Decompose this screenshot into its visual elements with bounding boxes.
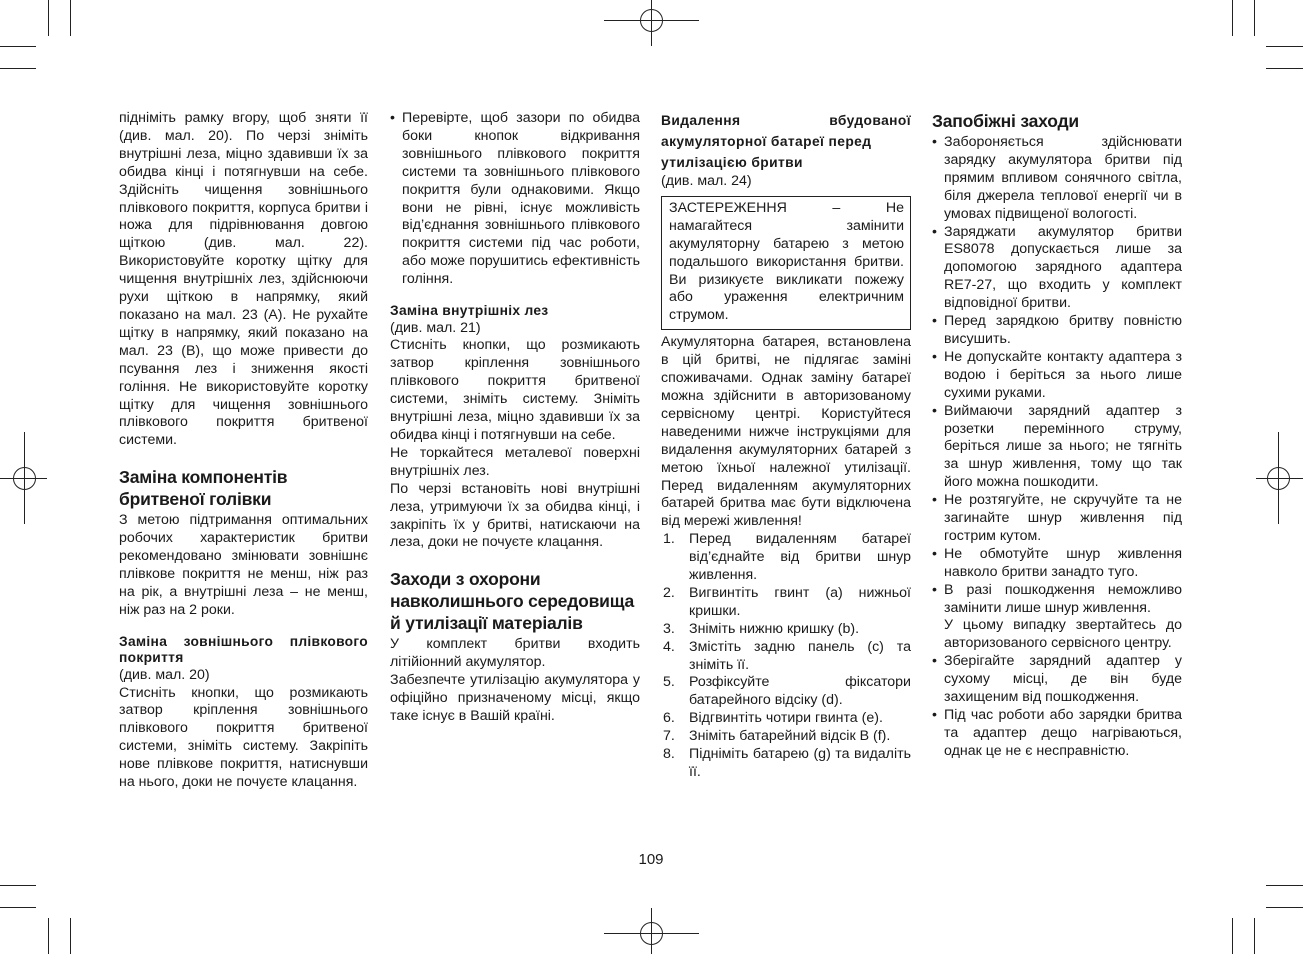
bullet-icon: • xyxy=(932,545,937,562)
bullet-icon: • xyxy=(932,653,937,670)
paragraph-battery-info: Акумуляторна батарея, встановлена в цій бритві, не підлягає заміні споживачами. Однак заміну батареї можна здійснити в авторизованому сервісному центрі. Користуйтеся наведеними нижче інструкціями для видалення акумуляторних батарей з метою їхньої належної утилізації. Перед видаленням акумуляторних батарей бритва має бути відключена від мережі живлення! xyxy=(661,334,911,530)
heading-battery-removal-cont: утилізацією бритви xyxy=(661,155,803,170)
warning-text: ЗАСТЕРЕЖЕННЯ – Не намагайтеся замінити акумуляторну батарею з метою подальшого використання бритви. Ви ризикуєте викликати пожежу або ураження електричним струмом. xyxy=(669,199,904,324)
step-number: 5. xyxy=(663,674,675,691)
list-item xyxy=(932,224,1182,314)
list-item xyxy=(932,349,1182,403)
heading-precautions: Запобіжні заходи xyxy=(932,111,1079,131)
list-item xyxy=(661,674,911,710)
list-item xyxy=(661,621,911,639)
bullet-text: Не розтягуйте, не скручуйте та не загинайте шнур живлення під гострим кутом. xyxy=(944,492,1182,544)
step-text: Зніміть батарейний відсік B (f). xyxy=(689,728,891,745)
paragraph-battery-included: У комплект бритви входить літійіонний акумулятор. xyxy=(390,636,640,671)
bullet-text: Під час роботи або зарядки бритва та адаптер дещо нагріваються, однак це не є несправністю. xyxy=(944,707,1182,759)
step-number: 4. xyxy=(663,638,675,655)
bullet-icon: • xyxy=(932,223,937,240)
list-item xyxy=(661,746,911,782)
paragraph-outer-foil: Стисніть кнопки, що розмикають затвор кріплення зовнішнього плівкового покриття бритвеної системи, зніміть систему. Закріпіть нове плівкове покриття, натиснувши на нього, доки не почуєте клацання. xyxy=(119,684,368,791)
warning-box xyxy=(661,196,911,330)
heading-battery-removal: Видалення вбудованої акумуляторної батареї перед xyxy=(661,113,911,149)
list-item xyxy=(932,582,1182,618)
step-text: Зніміть нижню кришку (b). xyxy=(689,620,860,637)
figure-reference: (див. мал. 20) xyxy=(119,666,210,683)
list-item xyxy=(661,710,911,728)
column-2 xyxy=(390,110,640,726)
bullet-icon: • xyxy=(932,581,937,598)
paragraph-cleaning: підніміть рамку вгору, щоб зняти її (див. мал. 20). По черзі зніміть внутрішні леза, міцно здавивши їх за обидва кінці і потягнувши на себе. Здійсніть чищення зовнішнього плівкового покриття, корпуса бритви і ножа для підрівнювання довгою щіткою (див. мал. 22). Використовуйте коротку щітку для чищення внутрішніх лез, здійснюючи рухи щіткою в напрямку, який показано на мал. 23 (A). Не рухайте щітку в напрямку, який показано на мал. 23 (B), що може привести до псування лез і зниження якості гоління. Не використовуйте коротку щітку для чищення зовнішнього плівкового покриття бритвеної системи. xyxy=(119,110,368,449)
heading-replace-inner-blades: Заміна внутрішніх лез xyxy=(390,303,549,319)
step-number: 3. xyxy=(663,620,675,637)
list-item xyxy=(932,134,1182,224)
removal-steps-list xyxy=(661,531,911,782)
bullet-icon: • xyxy=(932,707,937,723)
bullet-icon: • xyxy=(932,313,937,330)
step-text: Підніміть батарею (g) та видаліть її. xyxy=(689,746,911,780)
heading-environment: Заходи з охорони навколишнього середовища й утилізації матеріалів xyxy=(390,569,635,634)
list-item xyxy=(932,546,1182,582)
bullet-icon: • xyxy=(932,348,937,365)
paragraph-disposal: Забезпечте утилізацію акумулятора у офіційно призначеному місці, якщо таке існує в Вашій країні. xyxy=(390,672,640,724)
precautions-list xyxy=(932,134,1182,617)
heading-replace-components: Заміна компонентів бритвеної голівки xyxy=(119,467,288,510)
step-number: 1. xyxy=(663,531,675,548)
bullet-list-check xyxy=(390,110,640,289)
bullet-icon: • xyxy=(932,402,937,419)
paragraph-service-note: У цьому випадку звертайтесь до авторизованого сервісного центру. xyxy=(944,617,1182,652)
step-number: 7. xyxy=(663,728,675,745)
column-3 xyxy=(661,110,911,782)
step-number: 8. xyxy=(663,746,675,763)
list-item xyxy=(661,639,911,675)
step-text: Відгвинтіть чотири гвинта (e). xyxy=(689,710,883,727)
step-text: Вигвинтіть гвинт (a) нижньої кришки. xyxy=(689,584,911,619)
bullet-text: Забороняється здійснювати зарядку акумулятора бритви під прямим впливом сонячного світла, біля джерела теплової енергії чи в умовах підвищеної вологості. xyxy=(944,134,1182,222)
heading-replace-outer-foil: Заміна зовнішнього плівкового покриття xyxy=(119,633,368,666)
list-item xyxy=(932,313,1182,349)
step-text: Змістіть задню панель (c) та зніміть її. xyxy=(689,638,911,673)
list-item xyxy=(932,653,1182,707)
bullet-text: Зберігайте зарядний адаптер у сухому місці, де він буде захищеним від пошкодження. xyxy=(944,653,1182,706)
precautions-list-2 xyxy=(932,653,1182,760)
paragraph-do-not-touch: Не торкайтеся металевої поверхні внутрішніх лез. xyxy=(390,444,640,479)
column-1 xyxy=(119,110,368,792)
list-item xyxy=(932,492,1182,546)
figure-reference: (див. мал. 24) xyxy=(661,173,752,189)
list-item: • Перевірте, щоб зазори по обидва боки кнопок відкривання зовнішнього плівкового покриття системи та зовнішнього плівкового покриття були однаковими. Якщо вони не рівні, існує можливість від’єднання зовнішнього плівкового покриття системи під час роботи, або може порушитись ефективність гоління. xyxy=(390,110,640,288)
list-item xyxy=(932,707,1182,761)
bullet-text: Не обмотуйте шнур живлення навколо бритви занадто туго. xyxy=(944,545,1182,580)
bullet-icon: • xyxy=(390,110,395,126)
bullet-icon: • xyxy=(932,492,937,509)
step-number: 2. xyxy=(663,584,675,601)
page-number: 109 xyxy=(638,851,664,868)
figure-reference: (див. мал. 21) xyxy=(390,319,481,336)
list-item xyxy=(932,403,1182,493)
step-number: 6. xyxy=(663,710,675,727)
paragraph-inner-blades: Стисніть кнопки, що розмикають затвор кріплення зовнішнього плівкового покриття бритвеної системи, зніміть систему. Зніміть внутрішні леза, міцно здавивши їх за обидва кінці і потягнувши на себе. xyxy=(390,337,640,443)
bullet-text: В разі пошкодження неможливо замінити лише шнур живлення. xyxy=(944,581,1182,616)
paragraph-replacement-interval: З метою підтримання оптимальних робочих характеристик бритви рекомендовано змінювати зовнішнє плівкове покриття не менш, ніж раз на рік, а внутрішні леза – не менш, ніж раз на 2 роки. xyxy=(119,512,368,618)
bullet-icon: • xyxy=(932,134,937,150)
list-item xyxy=(661,728,911,746)
bullet-text: Перед зарядкою бритву повністю висушить. xyxy=(944,313,1182,347)
bullet-text: Заряджати акумулятор бритви ES8078 допускається лише за допомогою зарядного адаптера RE7-27, що входить у комплект відповідної бритви. xyxy=(944,223,1182,312)
list-item xyxy=(661,585,911,621)
bullet-text: Не допускайте контакту адаптера з водою і беріться за нього лише сухими руками. xyxy=(944,348,1182,401)
list-item xyxy=(661,531,911,585)
step-text: Перед видаленням батареї від’єднайте від бритви шнур живлення. xyxy=(689,531,911,584)
column-4 xyxy=(932,110,1182,761)
paragraph-install-blades: По черзі встановіть нові внутрішні леза, утримуючи їх за обидва кінці, і закріпіть їх у бритві, натискаючи на леза, доки не почуєте клацання. xyxy=(390,480,640,551)
bullet-text: Виймаючи зарядний адаптер з розетки перемінного струму, беріться лише за нього; не тягніть за шнур живлення, тому що так його можна пошкодити. xyxy=(944,402,1182,491)
step-text: Розфіксуйте фіксатори батарейного відсіку (d). xyxy=(689,674,911,709)
